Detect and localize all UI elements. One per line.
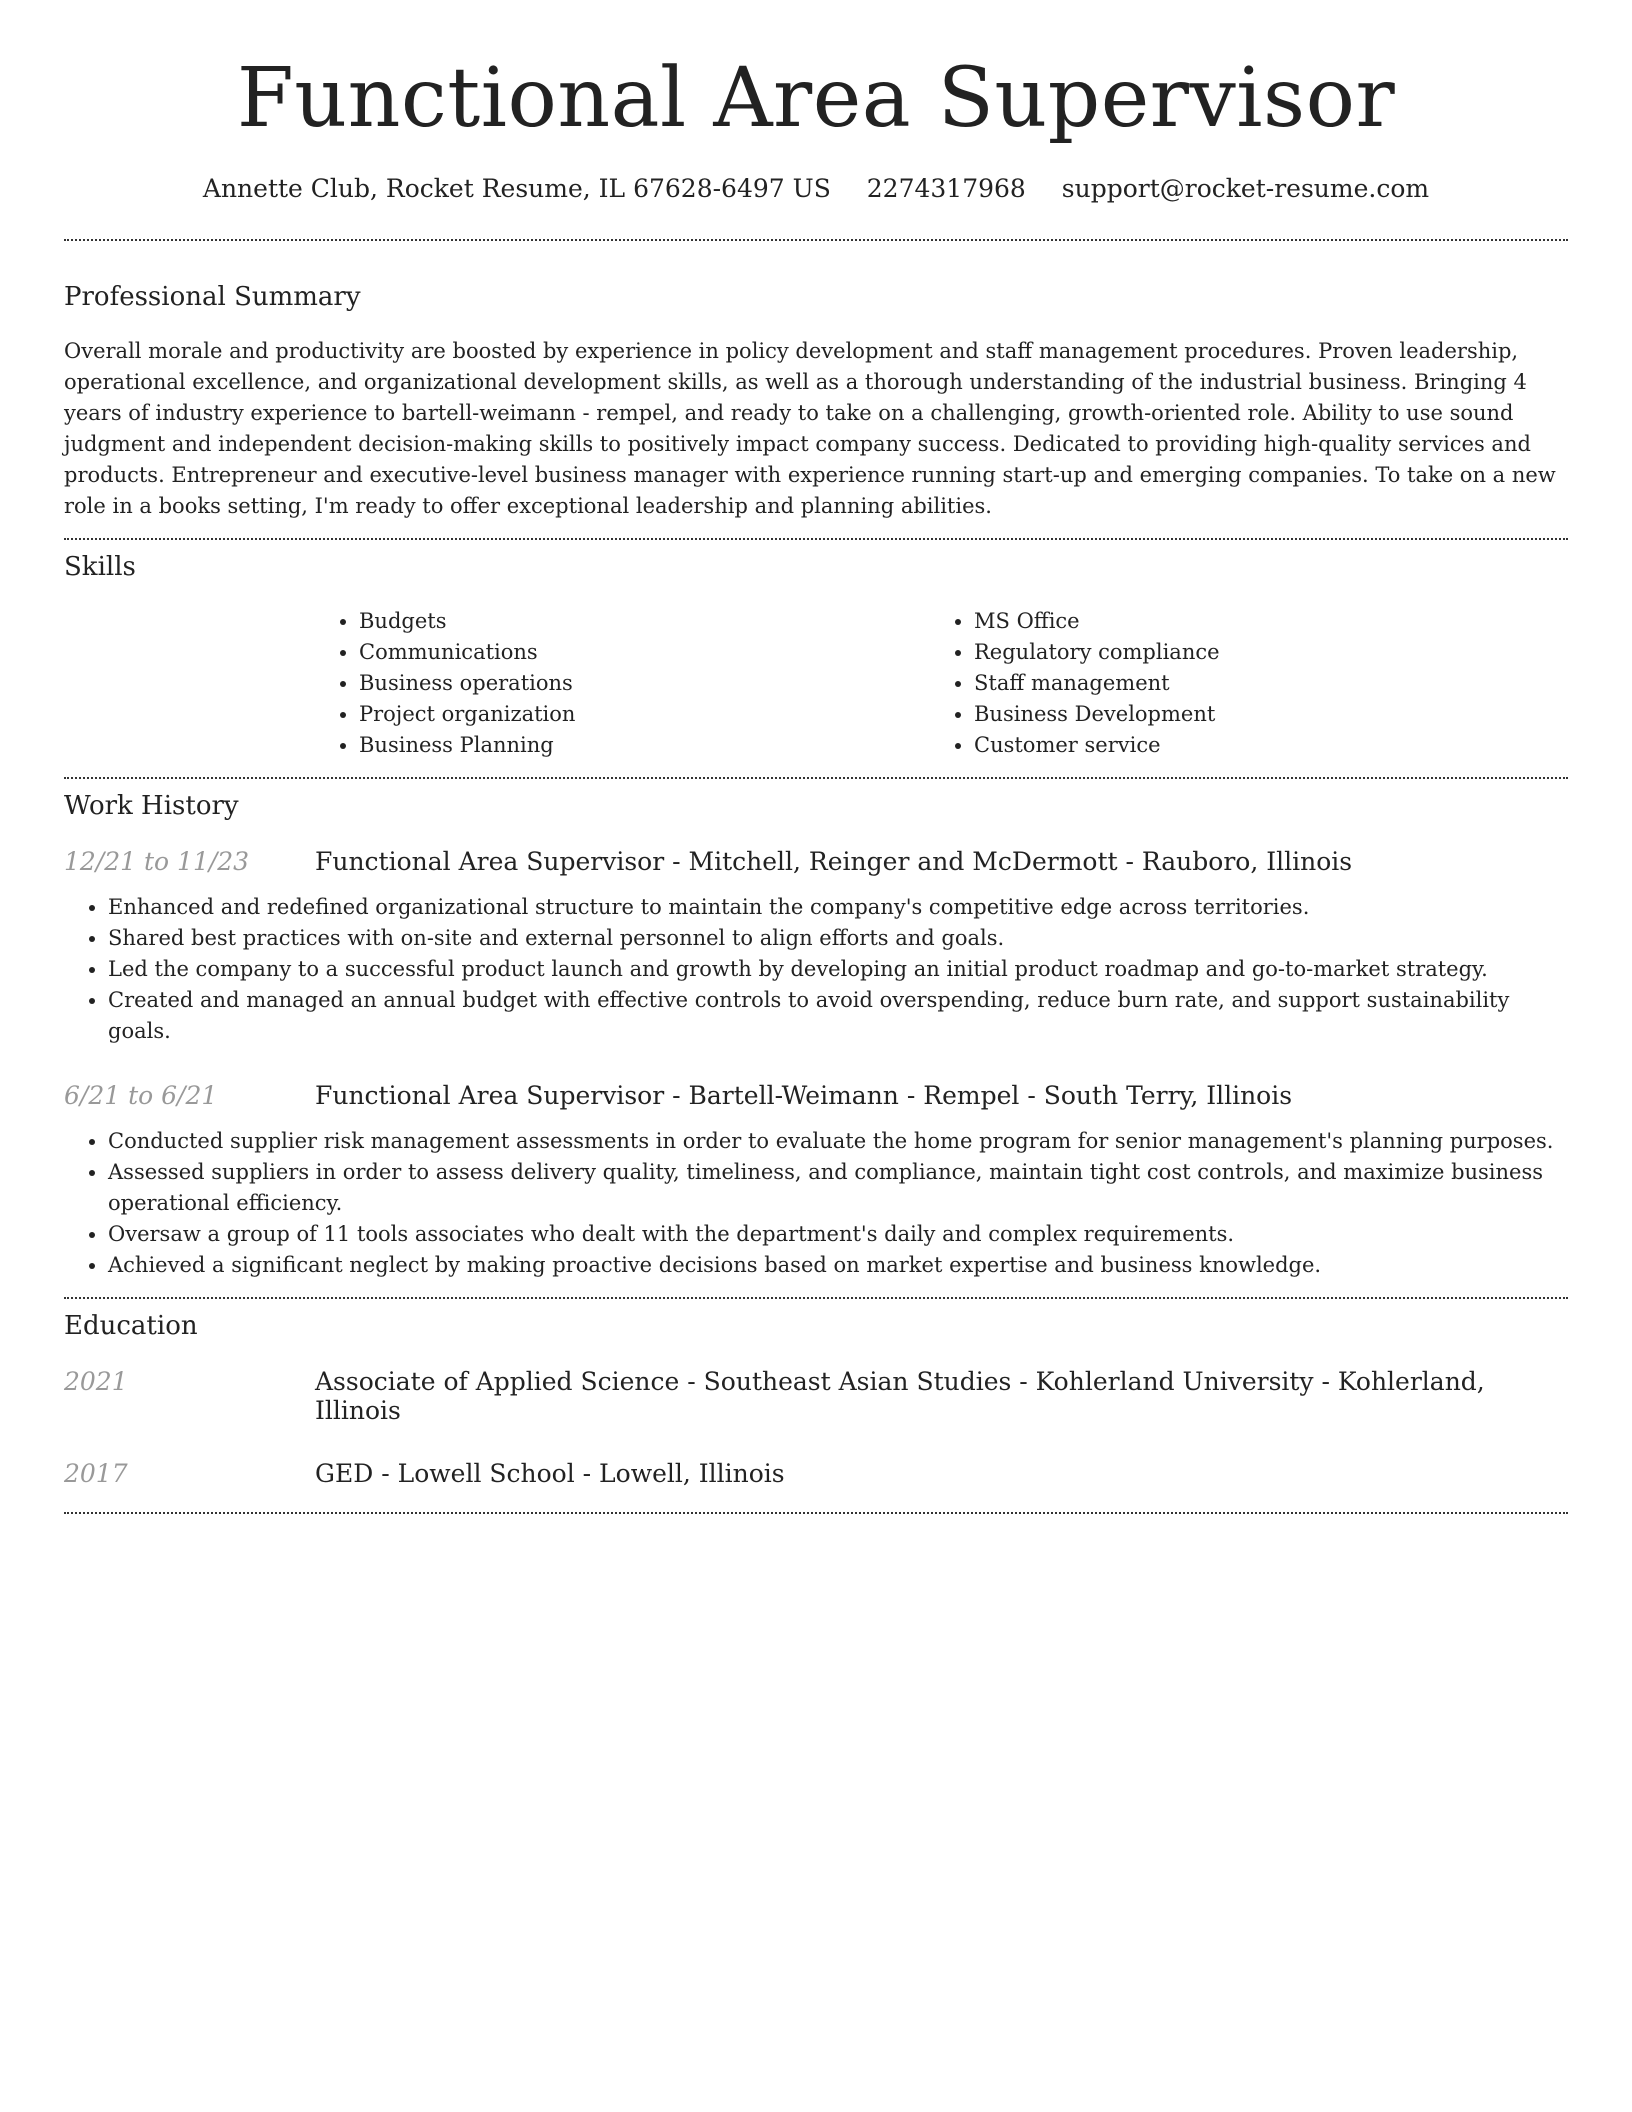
contact-address: Annette Club, Rocket Resume, IL 67628-6497 US bbox=[202, 174, 831, 203]
job-bullet: • Shared best practices with on-site and external personnel to align efforts and goals. bbox=[108, 923, 1568, 954]
job-bullets bbox=[64, 1126, 1568, 1281]
job-bullet: • Assessed suppliers in order to assess delivery quality, timeliness, and compliance, maintain tight cost controls, and maximize business operational efficiency. bbox=[108, 1157, 1568, 1219]
job-bullets bbox=[64, 892, 1568, 1047]
skill-item: • Customer service bbox=[974, 730, 1545, 761]
skill-item: • Business Planning bbox=[359, 730, 930, 761]
contact-line bbox=[64, 174, 1568, 203]
job-bullet: • Created and managed an annual budget with effective controls to avoid overspending, reduce burn rate, and support sustainability goals. bbox=[108, 985, 1568, 1047]
contact-phone: 2274317968 bbox=[866, 174, 1026, 203]
divider bbox=[64, 239, 1568, 241]
divider bbox=[64, 1297, 1568, 1299]
job-entry bbox=[64, 1081, 1568, 1110]
education-year: 2021 bbox=[64, 1367, 128, 1396]
job-bullet: • Oversaw a group of 11 tools associates who dealt with the department's daily and complex requirements. bbox=[108, 1219, 1568, 1250]
skill-item: • Budgets bbox=[359, 606, 930, 637]
divider bbox=[64, 777, 1568, 779]
contact-email[interactable]: support@rocket-resume.com bbox=[1061, 174, 1430, 203]
job-bullet: • Enhanced and redefined organizational structure to maintain the company's competitive edge across territories. bbox=[108, 892, 1568, 923]
job-title: Functional Area Supervisor - Bartell-Weimann - Rempel - South Terry, Illinois bbox=[315, 1081, 1293, 1110]
summary-text: Overall morale and productivity are boosted by experience in policy development and staff management procedures. Proven leadership, operational excellence, and organizational development skills, as well as a thorough understanding of the industrial business. Bringing 4 years of industry experience to bartell-weimann - rempel, and ready to take on a challenging, growth-oriented role. Ability to use sound judgment and independent decision-making skills to positively impact company success. Dedicated to providing high-quality services and products. Entrepreneur and executive-level business manager with experience running start-up and emerging companies. To take on a new role in a books setting, I'm ready to offer exceptional leadership and planning abilities. bbox=[64, 339, 1556, 518]
job-bullet: • Conducted supplier risk management assessments in order to evaluate the home program for senior management's planning purposes. bbox=[108, 1126, 1568, 1157]
job-bullet: • Led the company to a successful product launch and growth by developing an initial product roadmap and go-to-market strategy. bbox=[108, 954, 1568, 985]
skill-item: • Business operations bbox=[359, 668, 930, 699]
education-details: Associate of Applied Science - Southeast Asian Studies - Kohlerland University - Kohlerland, Illinois bbox=[315, 1367, 1485, 1425]
education-heading: Education bbox=[64, 1311, 198, 1341]
education-year: 2017 bbox=[64, 1459, 128, 1488]
resume-name: Functional Area Supervisor bbox=[236, 51, 1396, 146]
work-heading: Work History bbox=[64, 791, 239, 821]
education-entry bbox=[64, 1367, 1568, 1425]
skill-item: • Regulatory compliance bbox=[974, 637, 1545, 668]
education-entry bbox=[64, 1459, 1568, 1488]
skill-item: • Business Development bbox=[974, 699, 1545, 730]
job-dates: 6/21 to 6/21 bbox=[64, 1081, 218, 1110]
skill-item: • MS Office bbox=[974, 606, 1545, 637]
job-entry bbox=[64, 847, 1568, 876]
skills-column-right bbox=[930, 606, 1545, 761]
skill-item: • Project organization bbox=[359, 699, 930, 730]
divider bbox=[64, 538, 1568, 540]
job-bullet: • Achieved a significant neglect by making proactive decisions based on market expertise and business knowledge. bbox=[108, 1250, 1568, 1281]
job-dates: 12/21 to 11/23 bbox=[64, 847, 250, 876]
skill-item: • Staff management bbox=[974, 668, 1545, 699]
divider bbox=[64, 1512, 1568, 1514]
skills-column-left bbox=[315, 606, 930, 761]
job-title: Functional Area Supervisor - Mitchell, Reinger and McDermott - Rauboro, Illinois bbox=[315, 847, 1353, 876]
education-details: GED - Lowell School - Lowell, Illinois bbox=[315, 1459, 785, 1488]
summary-heading: Professional Summary bbox=[64, 282, 361, 312]
skills-heading: Skills bbox=[64, 552, 136, 582]
skills-list bbox=[315, 606, 1568, 761]
skill-item: • Communications bbox=[359, 637, 930, 668]
